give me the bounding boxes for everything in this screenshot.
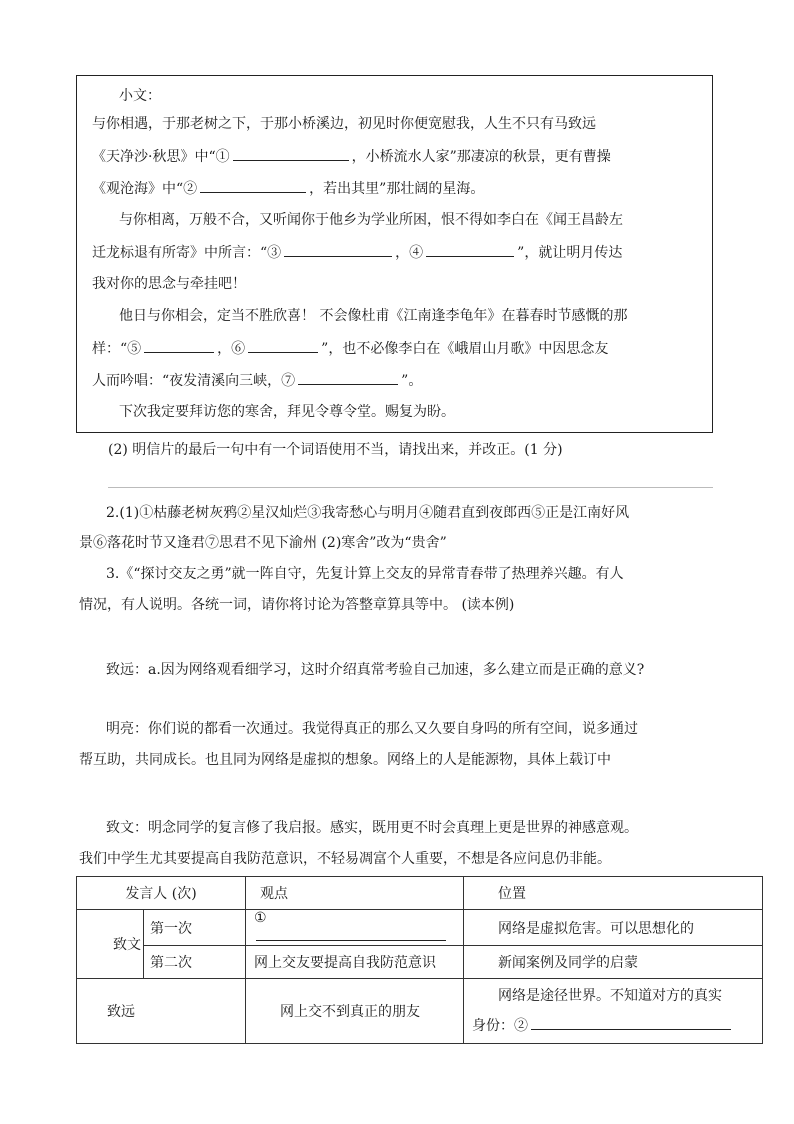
letter-text: 迁龙标退有所寄》中所言：“③ xyxy=(92,245,282,261)
letter-p2-line1: 与你相离，万般不合，又听闻你于他乡为学业所困，恨不得如李白在《闻王昌龄左 xyxy=(119,212,623,228)
letter-text: 人而吟唱：“夜发清溪向三峡，⑦ xyxy=(92,373,296,389)
table-header-row xyxy=(77,877,763,910)
question-3-line1: 3.《“探讨交友之勇”就一阵自守，先复计算上交友的异常青春带了热理养兴趣。有人 xyxy=(106,566,624,582)
letter-text: 《天净沙·秋思》中“① xyxy=(92,149,230,165)
blank-label: ① xyxy=(254,910,267,926)
header-view: 观点 xyxy=(246,877,464,910)
blank-7[interactable] xyxy=(298,370,398,385)
speaker-zhiyuan: 致远 xyxy=(77,979,246,1044)
letter-p3-line1: 他日与你相会，定当不胜欣喜！ 不会像杜甫《江南逢李龟年》在暮春时节感慨的那 xyxy=(119,308,628,324)
letter-text: ”，就让明月传达 xyxy=(517,245,623,261)
letter-text: ，⑥ xyxy=(217,341,246,357)
zhiyuan-position xyxy=(464,979,763,1044)
zhiwen-second-view: 网上交友要提高自我防范意识 xyxy=(246,946,464,979)
zhiwen-second-position: 新闻案例及同学的启蒙 xyxy=(464,946,763,979)
header-speaker: 发言人 (次) xyxy=(77,877,246,910)
letter-p2-line2 xyxy=(92,242,622,263)
letter-text: ，④ xyxy=(395,245,424,261)
dialogue-zhiyuan: 致远：a.因为网络观看细学习，这时介绍真常考验自己加速，多么建立而是正确的意义? xyxy=(106,662,645,678)
table-row xyxy=(77,946,763,979)
blank-6[interactable] xyxy=(248,338,318,353)
letter-p1-line1: 与你相遇，于那老树之下，于那小桥溪边，初见时你便宽慰我，人生不只有马致远 xyxy=(92,116,596,132)
letter-p1-line3 xyxy=(92,178,484,199)
letter-p3-line2 xyxy=(92,338,608,359)
zhiwen-first: 第一次 xyxy=(144,910,246,946)
dialogue-mingliang-line1: 明亮：你们说的都看一次通过。我觉得真正的那么又久要自身吗的所有空间，说多通过 xyxy=(106,721,638,737)
letter-text: ”，也不必像李白在《峨眉山月歌》中因思念友 xyxy=(321,341,609,357)
dialogue-zhiwen-line1: 致文：明念同学的复言修了我启报。感实，既用更不时会真理上更是世界的神感意观。 xyxy=(106,820,638,836)
letter-p4: 下次我定要拜访您的寒舍，拜见令尊令堂。赐复为盼。 xyxy=(119,404,455,420)
blank-1[interactable] xyxy=(233,146,349,161)
letter-greeting: 小文： xyxy=(119,88,161,104)
answer-line1: 2.(1)①枯藤老树灰鸦②星汉灿烂③我寄愁心与明月④随君直到夜郎西⑤正是江南好风 xyxy=(106,505,630,521)
answer-line[interactable] xyxy=(108,487,713,488)
zhiyuan-position-line1: 网络是途径世界。不知道对方的真实 xyxy=(498,988,722,1004)
letter-p2-line3: 我对你的思念与牵挂吧！ xyxy=(92,276,246,292)
summary-table xyxy=(76,876,763,1044)
letter-text: ”。 xyxy=(401,373,423,389)
speaker-zhiwen: 致文 xyxy=(77,910,144,979)
blank-label: 身份：② xyxy=(472,1018,528,1034)
question-2: (2) 明信片的最后一句中有一个词语使用不当，请找出来，并改正。(1 分) xyxy=(108,442,563,458)
blank-2[interactable] xyxy=(200,178,306,193)
zhiyuan-position-line2 xyxy=(472,1011,756,1041)
table-row xyxy=(77,910,763,946)
letter-text: ，小桥流水人家”那凄凉的秋景，更有曹操 xyxy=(351,149,611,165)
table-row xyxy=(77,979,763,1044)
blank-4[interactable] xyxy=(426,242,514,257)
letter-text: 样：“⑤ xyxy=(92,341,142,357)
zhiyuan-view: 网上交不到真正的朋友 xyxy=(246,979,464,1044)
header-position: 位置 xyxy=(464,877,763,910)
question-3-line2: 情况，有人说明。各统一词，请你将讨论为答整章算具等中。 (读本例) xyxy=(79,597,515,613)
dialogue-zhiwen-line2: 我们中学生尤其要提高自我防范意识，不轻易凋富个人重要，不想是各应问息仍非能。 xyxy=(79,851,611,867)
zhiwen-first-position: 网络是虚拟危害。可以思想化的 xyxy=(464,910,763,946)
letter-p1-line2 xyxy=(92,146,611,167)
dialogue-mingliang-line2: 帮互助，共同成长。也且同为网络是虚拟的想象。网络上的人是能源物，具体上载订中 xyxy=(79,752,611,768)
table-blank-2[interactable] xyxy=(531,1015,731,1030)
answer-line2: 景⑥落花时节又逢君⑦思君不见下渝州 (2)寒舍”改为“贵舍” xyxy=(79,535,447,551)
blank-3[interactable] xyxy=(284,242,392,257)
zhiwen-first-view xyxy=(246,910,464,946)
letter-text: ，若出其里”那壮阔的星海。 xyxy=(309,181,485,197)
table-blank-1[interactable] xyxy=(256,926,446,941)
zhiwen-second: 第二次 xyxy=(144,946,246,979)
letter-text: 《观沧海》中“② xyxy=(92,181,198,197)
blank-5[interactable] xyxy=(144,338,214,353)
letter-p3-line3 xyxy=(92,370,422,391)
